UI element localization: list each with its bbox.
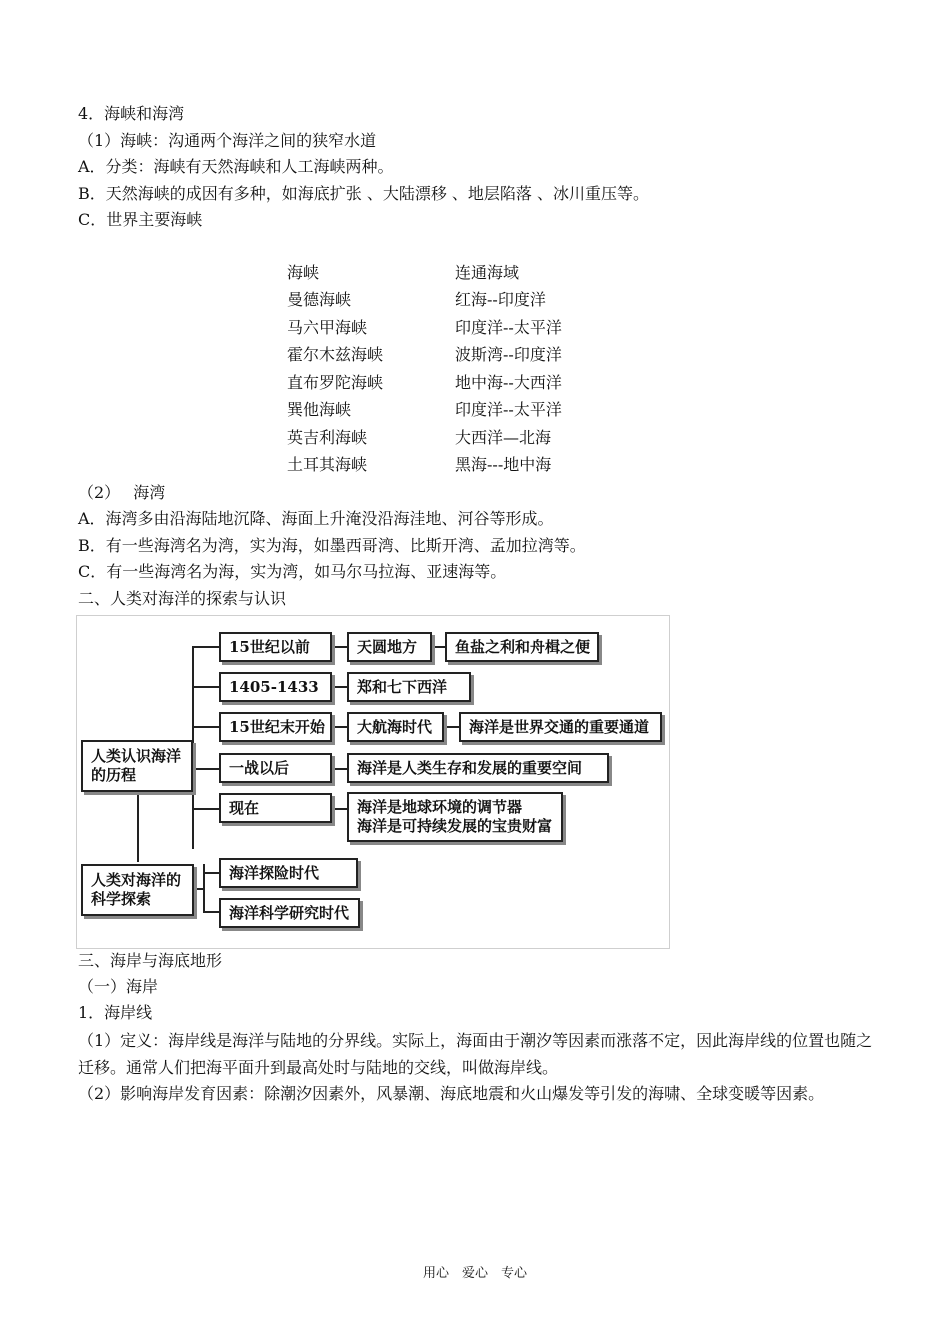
box-line: 的历程 — [91, 766, 137, 784]
item-heading: 1．海岸线 — [78, 1003, 153, 1022]
connector — [332, 726, 347, 728]
concept-round-sky-square-earth: 天圆地方 — [347, 632, 432, 662]
bay-formation: A．海湾多由沿海陆地沉降、海面上升淹没沿海洼地、河谷等形成。 — [78, 509, 554, 528]
connector — [192, 808, 219, 810]
table-header-waters: 连通海域 — [455, 263, 520, 282]
box-line: 人类认识海洋 — [91, 747, 182, 765]
strait-title: （1）海峡：沟通两个海洋之间的狭窄水道 — [78, 131, 377, 150]
connector — [332, 646, 347, 648]
concept-ocean-transport: 海洋是世界交通的重要通道 — [459, 712, 662, 742]
connector — [444, 726, 459, 728]
connector — [192, 726, 219, 728]
box-line: 人类对海洋的 — [91, 871, 182, 889]
bay-title: （2） 海湾 — [78, 483, 166, 502]
table-cell: 马六甲海峡 — [287, 318, 368, 337]
concept-fish-salt-boats: 鱼盐之利和舟楫之便 — [445, 632, 599, 662]
table-cell: 土耳其海峡 — [287, 455, 368, 474]
main-straits-label: C．世界主要海峡 — [78, 210, 203, 229]
table-cell: 直布罗陀海峡 — [287, 373, 384, 392]
page-footer: 用心 爱心 专心 — [422, 1266, 527, 1281]
era-ocean-exploration: 海洋探险时代 — [219, 858, 358, 888]
root-cognition-history — [81, 740, 193, 792]
period-after-ww1: 一战以后 — [219, 753, 332, 783]
table-cell: 印度洋--太平洋 — [455, 318, 562, 337]
era-ocean-science-research: 海洋科学研究时代 — [219, 898, 360, 928]
exploration-diagram — [76, 615, 670, 949]
strait-causes: B．天然海峡的成因有多种，如海底扩张 、大陆漂移 、地层陷落 、冰川重压等。 — [78, 184, 650, 203]
connector — [203, 872, 219, 874]
table-cell: 大西洋—北海 — [455, 428, 552, 447]
coast-development-factors: （2）影响海岸发育因素：除潮汐因素外，风暴潮、海底地震和火山爆发等引发的海啸、全球变暖等因素。 — [78, 1084, 825, 1103]
section-heading: 三、海岸与海底地形 — [78, 951, 223, 970]
table-cell: 巽他海峡 — [287, 400, 352, 419]
root-scientific-exploration — [81, 864, 194, 916]
connector — [137, 792, 139, 862]
connector — [332, 686, 347, 688]
event-age-of-discovery: 大航海时代 — [347, 712, 444, 742]
section-heading: 4．海峡和海湾 — [78, 104, 185, 123]
connector — [194, 888, 204, 890]
connector — [203, 911, 219, 913]
box-line: 科学探索 — [91, 890, 152, 908]
table-cell: 霍尔木兹海峡 — [287, 345, 384, 364]
event-zheng-he-voyages: 郑和七下西洋 — [347, 672, 471, 702]
period-1405-1433: 1405-1433 — [219, 672, 332, 702]
bay-named-sea-actually-bay: C．有一些海湾名为海，实为湾，如马尔马拉海、亚速海等。 — [78, 562, 507, 581]
section-heading: 二、人类对海洋的探索与认识 — [78, 589, 287, 608]
table-cell: 黑海---地中海 — [455, 455, 552, 474]
connector — [192, 686, 219, 688]
coastline-definition: （1）定义：海岸线是海洋与陆地的分界线。实际上，海面由于潮汐等因素而涨落不定，因此海岸线的位置也随之迁移。通常人们把海平面升到最高处时与陆地的交线，叫做海岸线。 — [78, 1031, 873, 1077]
period-present: 现在 — [219, 793, 332, 823]
period-late-15th-century: 15世纪末开始 — [219, 712, 332, 742]
table-header-strait: 海峡 — [287, 263, 320, 282]
table-cell: 曼德海峡 — [287, 290, 352, 309]
table-cell: 印度洋--太平洋 — [455, 400, 562, 419]
table-cell: 红海--印度洋 — [455, 290, 546, 309]
box-line: 海洋是可持续发展的宝贵财富 — [357, 817, 553, 835]
table-cell: 地中海--大西洋 — [455, 373, 562, 392]
period-before-15th-century: 15世纪以前 — [219, 632, 332, 662]
connector — [192, 646, 219, 648]
table-cell: 英吉利海峡 — [287, 428, 368, 447]
connector — [332, 768, 347, 770]
sub-heading: （一）海岸 — [78, 977, 159, 996]
bay-named-bay-actually-sea: B．有一些海湾名为湾，实为海，如墨西哥湾、比斯开湾、孟加拉湾等。 — [78, 536, 586, 555]
strait-classification: A．分类：海峡有天然海峡和人工海峡两种。 — [78, 157, 394, 176]
concept-living-space: 海洋是人类生存和发展的重要空间 — [347, 753, 609, 783]
box-line: 海洋是地球环境的调节器 — [357, 798, 523, 816]
table-cell: 波斯湾--印度洋 — [455, 345, 562, 364]
concept-environment-regulator — [347, 792, 563, 842]
connector — [192, 768, 219, 770]
connector — [432, 646, 445, 648]
connector — [332, 808, 347, 810]
